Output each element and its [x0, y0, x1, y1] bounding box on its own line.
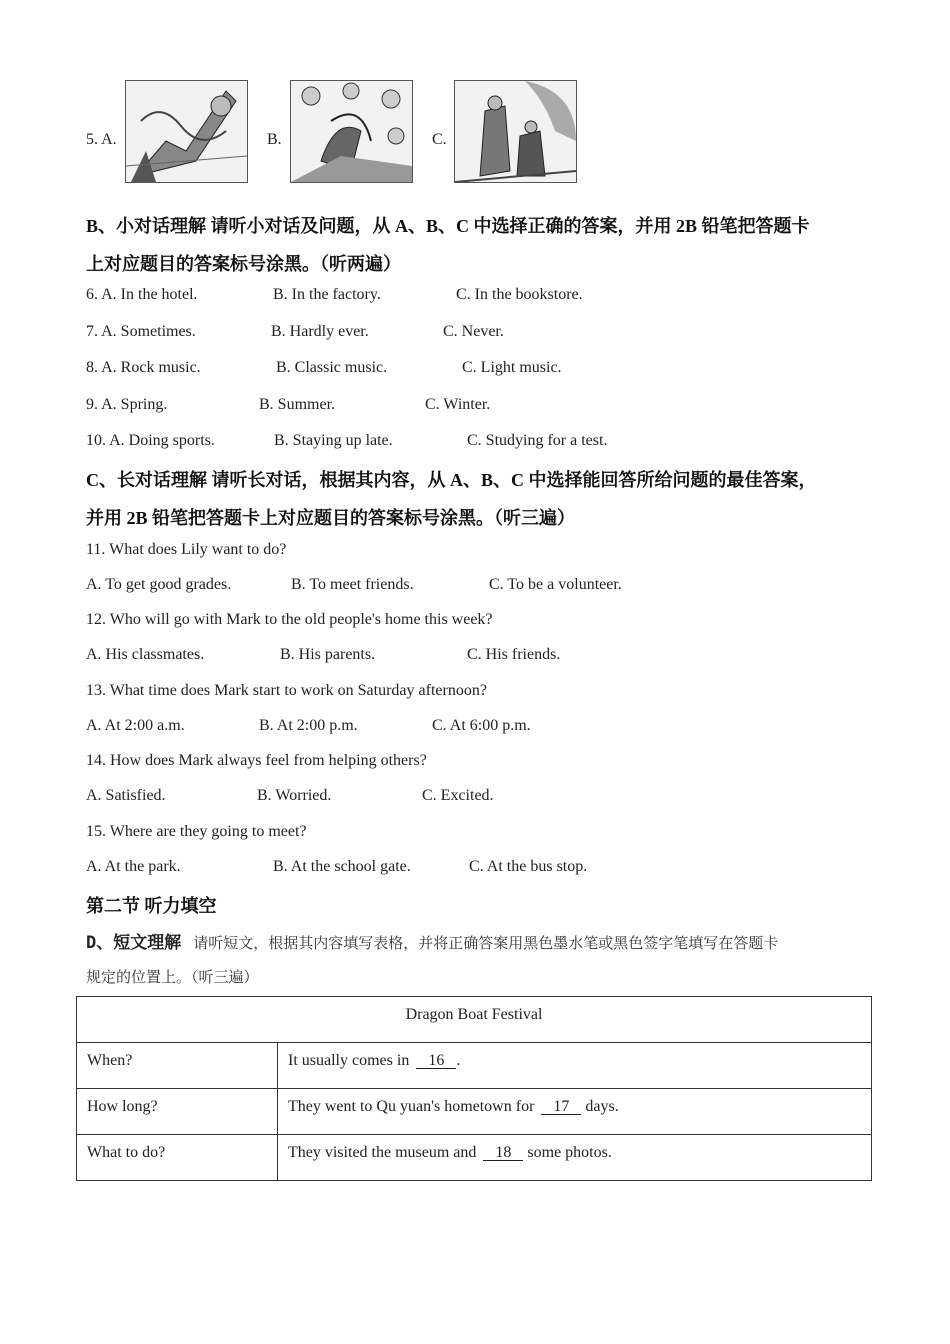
q8-option-b[interactable]: B. Classic music. — [276, 359, 388, 376]
q5-option-b-label: B. — [267, 131, 282, 148]
q13-question: 13. What time does Mark start to work on Saturday afternoon? — [86, 682, 487, 699]
row-content — [278, 1089, 872, 1135]
part-d-instructions — [86, 928, 778, 953]
table-row — [77, 1089, 872, 1135]
row-text: They visited the museum and — [288, 1144, 477, 1161]
q15-option-b[interactable]: B. At the school gate. — [273, 858, 411, 875]
part-b-instructions: B、小对话理解 请听小对话及问题，从 A、B、C 中选择正确的答案，并用 2B 铅笔把答题卡 — [86, 216, 810, 236]
row-label: What to do? — [77, 1135, 278, 1181]
blank-16-input[interactable]: 16 — [416, 1053, 456, 1069]
dragon-boat-table — [76, 996, 872, 1181]
q6-option-c[interactable]: C. In the bookstore. — [456, 286, 583, 303]
section-2-heading: 第二节 听力填空 — [86, 896, 217, 916]
q6-option-b[interactable]: B. In the factory. — [273, 286, 381, 303]
q13-option-c[interactable]: C. At 6:00 p.m. — [432, 717, 531, 734]
q12-option-c[interactable]: C. His friends. — [467, 646, 561, 663]
part-c-instructions-cont: 并用 2B 铅笔把答题卡上对应题目的答案标号涂黑。（听三遍） — [86, 508, 576, 528]
rocket-launch-illustration-icon[interactable] — [125, 80, 248, 183]
q6-option-a[interactable]: 6. A. In the hotel. — [86, 286, 198, 303]
part-d-desc: 请听短文，根据其内容填写表格，并将正确答案用黑色墨水笔或黑色签字笔填写在答题卡 — [193, 936, 779, 952]
table-row — [77, 1135, 872, 1181]
q14-option-b[interactable]: B. Worried. — [257, 787, 332, 804]
q13-option-a[interactable]: A. At 2:00 a.m. — [86, 717, 185, 734]
row-content — [278, 1135, 872, 1181]
blank-17-input[interactable]: 17 — [541, 1099, 581, 1115]
q9-option-c[interactable]: C. Winter. — [425, 396, 491, 413]
q5-option-c-label: C. — [432, 131, 447, 148]
q15-question: 15. Where are they going to meet? — [86, 823, 307, 840]
q12-option-b[interactable]: B. His parents. — [280, 646, 376, 663]
q11-option-c[interactable]: C. To be a volunteer. — [489, 576, 622, 593]
row-text: It usually comes in — [288, 1052, 410, 1069]
q12-option-a[interactable]: A. His classmates. — [86, 646, 205, 663]
row-text: They went to Qu yuan's hometown for — [288, 1098, 535, 1115]
row-label: How long? — [77, 1089, 278, 1135]
q8-option-c[interactable]: C. Light music. — [462, 359, 562, 376]
q12-question: 12. Who will go with Mark to the old people's home this week? — [86, 611, 493, 628]
row-text-end: . — [456, 1052, 461, 1069]
q14-option-a[interactable]: A. Satisfied. — [86, 787, 166, 804]
ancient-figures-illustration-icon[interactable] — [454, 80, 577, 183]
q8-option-a[interactable]: 8. A. Rock music. — [86, 359, 201, 376]
q9-option-a[interactable]: 9. A. Spring. — [86, 396, 168, 413]
table-row — [77, 1043, 872, 1089]
table-title: Dragon Boat Festival — [77, 997, 872, 1043]
q11-option-a[interactable]: A. To get good grades. — [86, 576, 232, 593]
archer-sun-illustration-icon[interactable] — [290, 80, 413, 183]
q7-option-a[interactable]: 7. A. Sometimes. — [86, 323, 196, 340]
q10-option-b[interactable]: B. Staying up late. — [274, 432, 393, 449]
q10-option-c[interactable]: C. Studying for a test. — [467, 432, 608, 449]
q11-option-b[interactable]: B. To meet friends. — [291, 576, 414, 593]
q11-question: 11. What does Lily want to do? — [86, 541, 287, 558]
row-content — [278, 1043, 872, 1089]
q15-option-a[interactable]: A. At the park. — [86, 858, 181, 875]
q9-option-b[interactable]: B. Summer. — [259, 396, 336, 413]
row-label: When? — [77, 1043, 278, 1089]
q15-option-c[interactable]: C. At the bus stop. — [469, 858, 588, 875]
blank-18-input[interactable]: 18 — [483, 1145, 523, 1161]
row-text-end: some photos. — [527, 1144, 612, 1161]
part-d-desc-cont: 规定的位置上。（听三遍） — [86, 970, 259, 986]
part-d-title: D、短文理解 — [86, 933, 182, 953]
part-b-instructions-cont: 上对应题目的答案标号涂黑。（听两遍） — [86, 254, 401, 274]
q7-option-c[interactable]: C. Never. — [443, 323, 504, 340]
q7-option-b[interactable]: B. Hardly ever. — [271, 323, 369, 340]
q14-option-c[interactable]: C. Excited. — [422, 787, 494, 804]
part-c-instructions: C、长对话理解 请听长对话，根据其内容，从 A、B、C 中选择能回答所给问题的最佳答案， — [86, 470, 817, 490]
q5-option-a-label: 5. A. — [86, 131, 117, 148]
q10-option-a[interactable]: 10. A. Doing sports. — [86, 432, 215, 449]
row-text-end: days. — [585, 1098, 619, 1115]
q14-question: 14. How does Mark always feel from helping others? — [86, 752, 427, 769]
q13-option-b[interactable]: B. At 2:00 p.m. — [259, 717, 358, 734]
